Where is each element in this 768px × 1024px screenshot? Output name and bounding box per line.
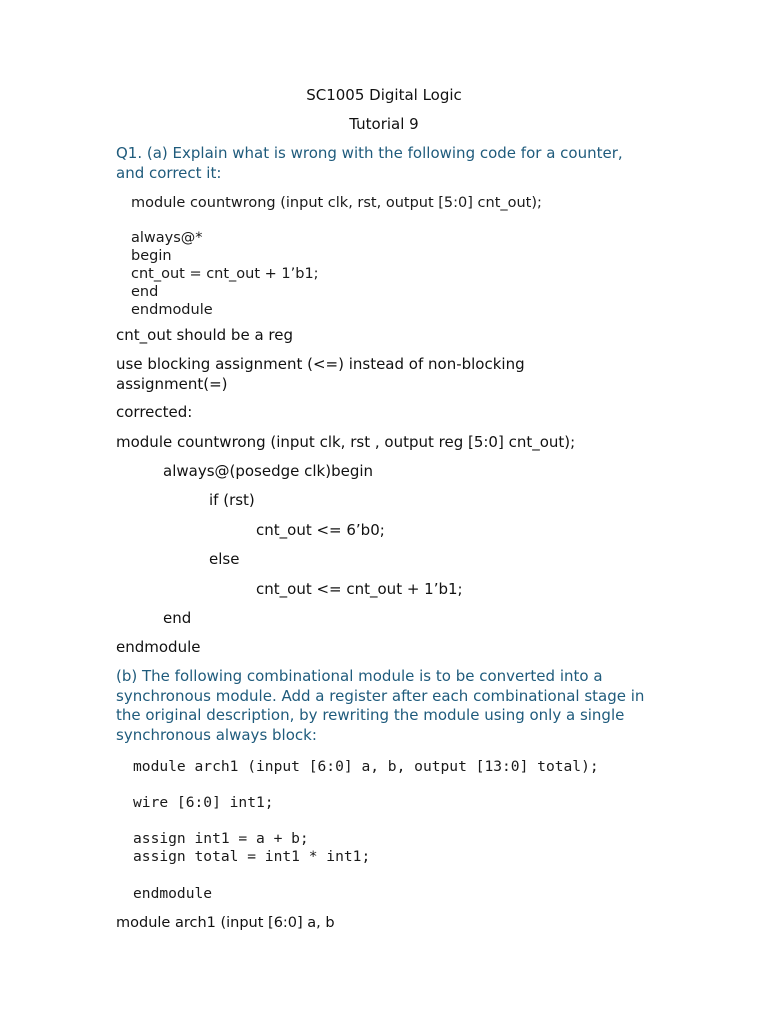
- tutorial-title: Tutorial 9: [349, 115, 419, 133]
- code-1a-line-5: end: [131, 284, 159, 300]
- corrected-label: corrected:: [116, 403, 193, 421]
- corrected-line-4: cnt_out <= 6’b0;: [256, 521, 385, 539]
- code-1b-line-2: wire [6:0] int1;: [133, 794, 274, 811]
- code-1b-line-4: assign total = int1 * int1;: [133, 848, 371, 865]
- corrected-line-2: always@(posedge clk)begin: [163, 462, 374, 480]
- code-1a-line-6: endmodule: [131, 302, 213, 318]
- code-1b-line-5: endmodule: [133, 885, 213, 902]
- question-1a: Q1. (a) Explain what is wrong with the following code for a counter, and correct it:: [116, 144, 623, 182]
- corrected-line-8: endmodule: [116, 638, 201, 656]
- corrected-line-5: else: [209, 550, 240, 568]
- answer-1b-start: module arch1 (input [6:0] a, b: [116, 915, 335, 931]
- corrected-line-6: cnt_out <= cnt_out + 1’b1;: [256, 580, 463, 598]
- code-1a-line-2: always@*: [131, 230, 203, 246]
- code-1b-line-1: module arch1 (input [6:0] a, b, output [13:0] total);: [133, 758, 599, 775]
- course-title: SC1005 Digital Logic: [306, 86, 462, 104]
- corrected-line-1: module countwrong (input clk, rst , output reg [5:0] cnt_out);: [116, 433, 576, 451]
- answer-1a-blocking: use blocking assignment (<=) instead of non-blocking assignment(=): [116, 355, 525, 393]
- code-1a-line-1: module countwrong (input clk, rst, output [5:0] cnt_out);: [131, 195, 542, 211]
- corrected-line-3: if (rst): [209, 491, 255, 509]
- corrected-line-7: end: [163, 609, 192, 627]
- answer-1a-reg: cnt_out should be a reg: [116, 326, 293, 344]
- code-1b-line-3: assign int1 = a + b;: [133, 830, 309, 847]
- question-1b: (b) The following combinational module is to be converted into a synchronous module. Add a register after each combinational stage in the original description, by rewriting the module using only a single synchronous always block:: [116, 667, 645, 744]
- code-1a-line-4: cnt_out = cnt_out + 1’b1;: [131, 266, 319, 282]
- code-1a-line-3: begin: [131, 248, 172, 264]
